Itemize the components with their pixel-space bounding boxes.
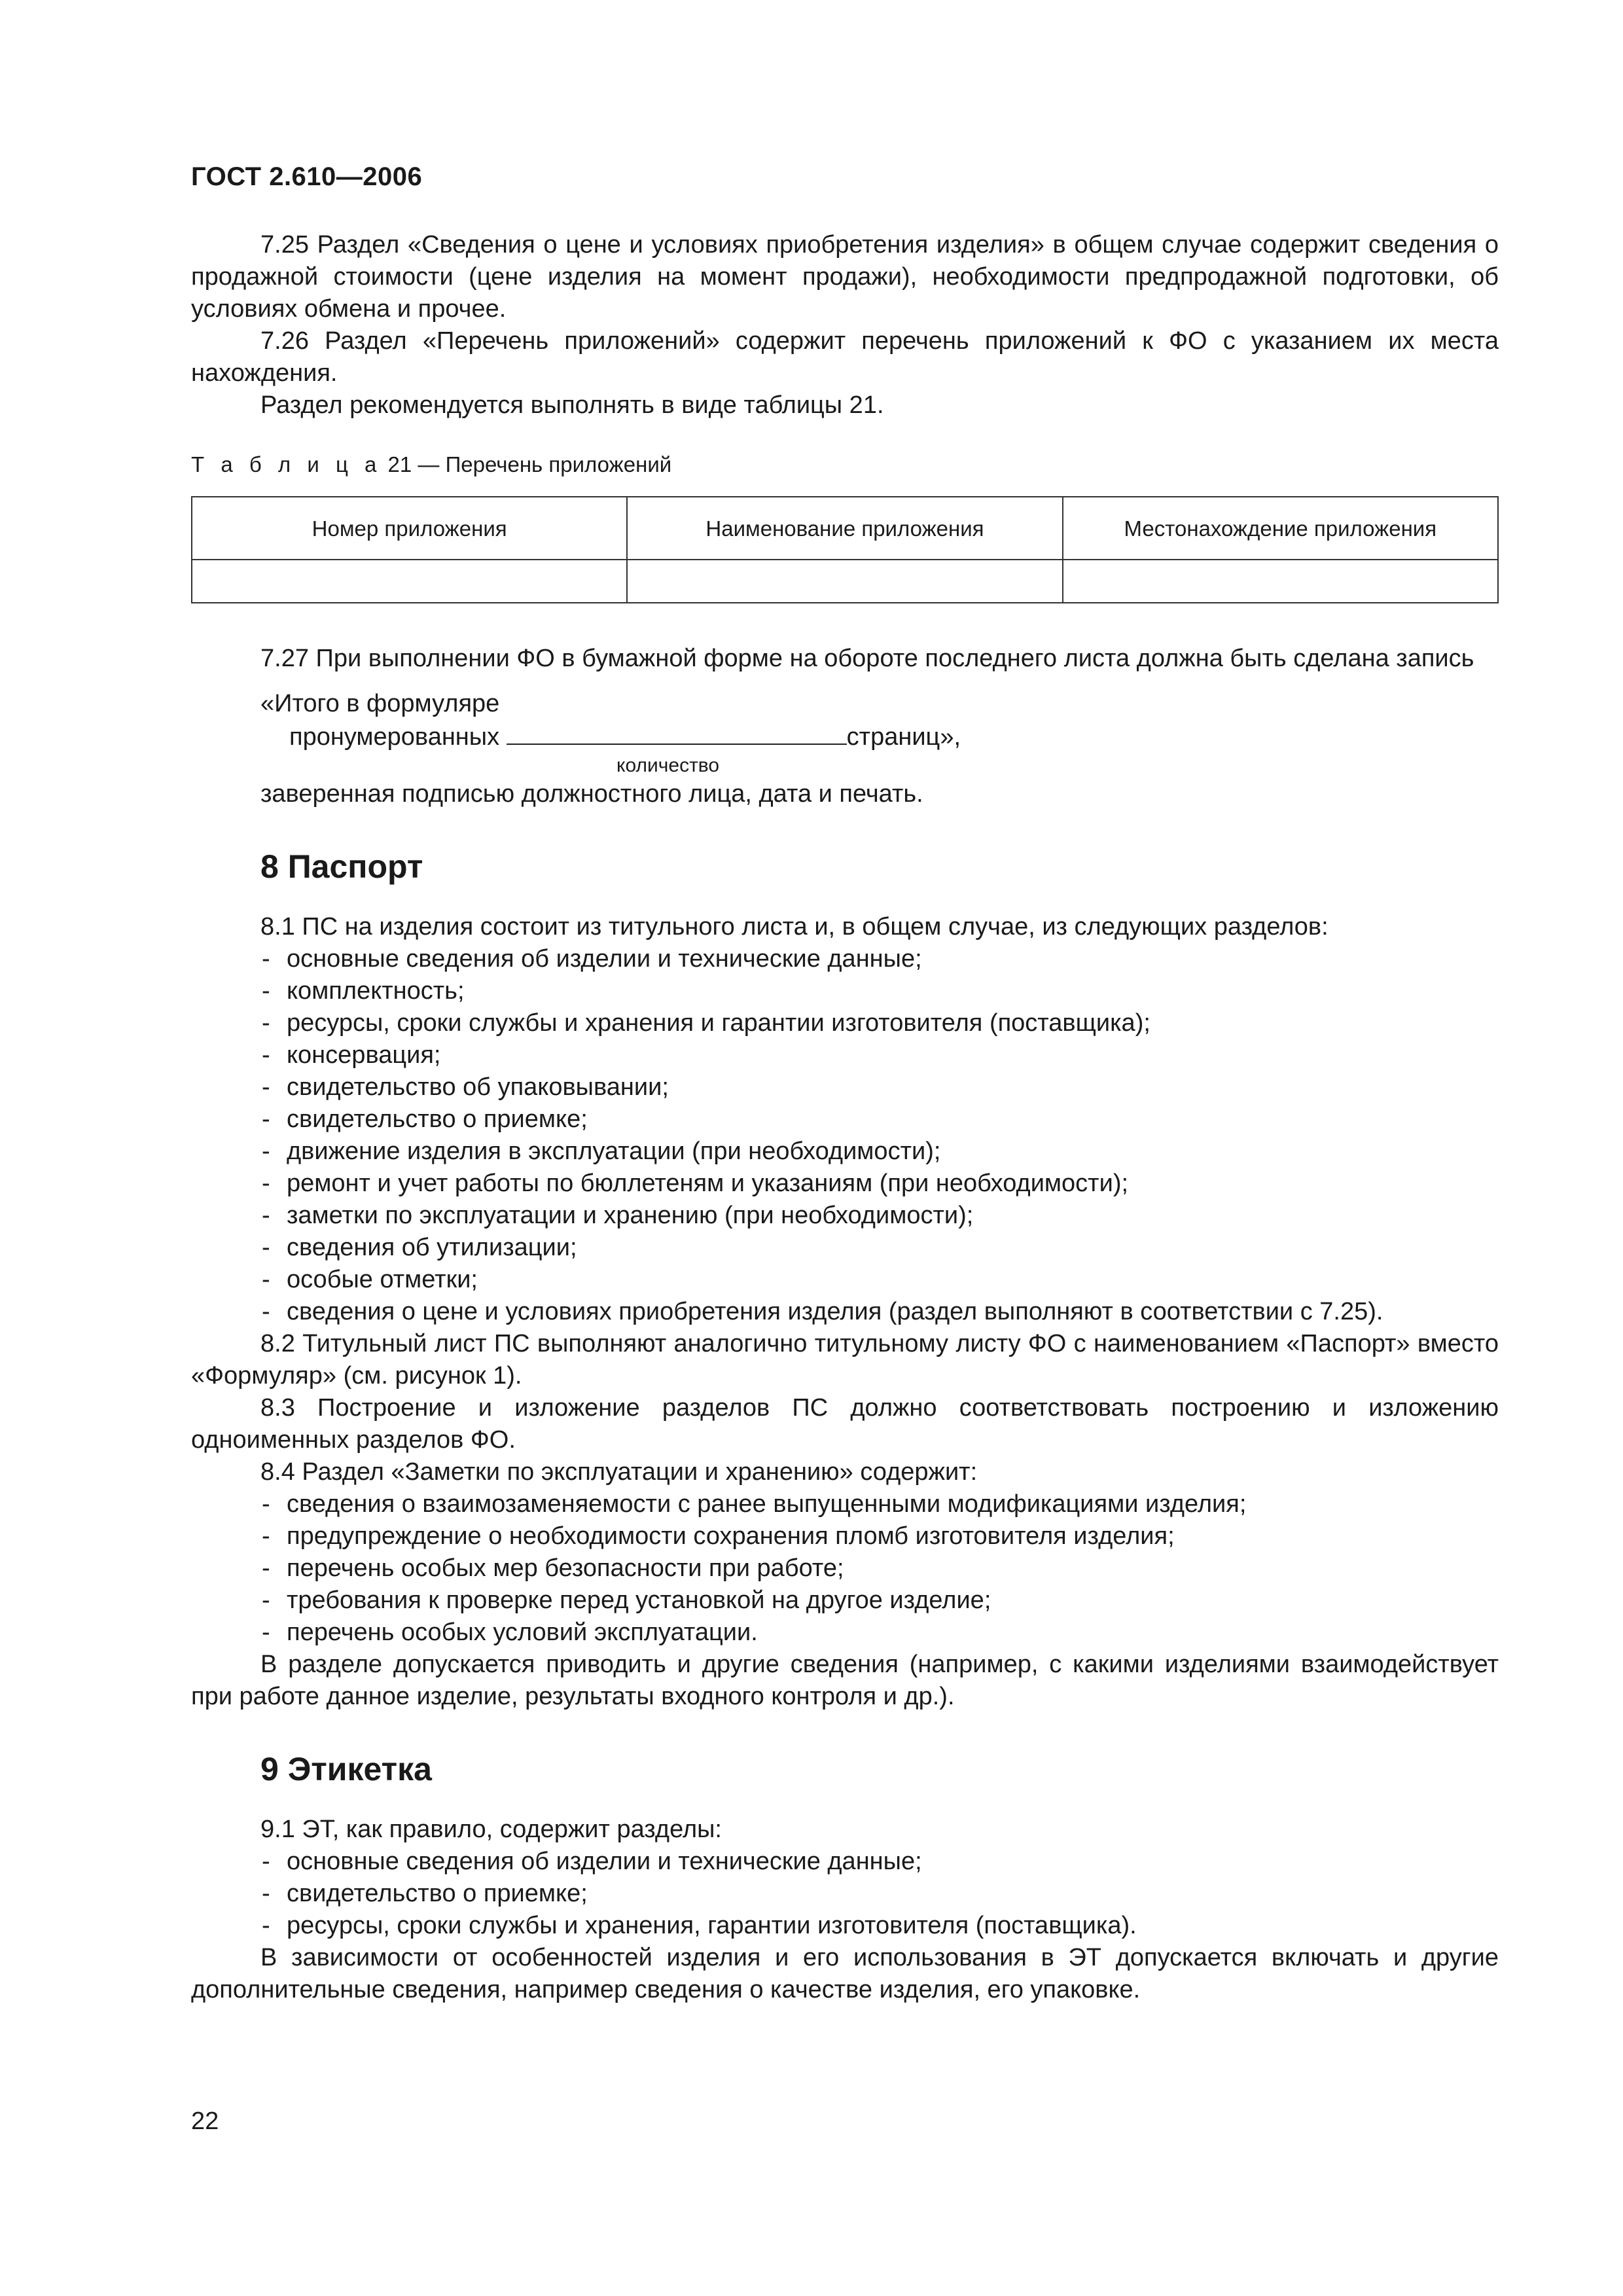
table-cell	[1063, 560, 1498, 603]
list-item: - свидетельство об упаковывании;	[191, 1071, 1499, 1103]
list-item: - основные сведения об изделии и технические данные;	[191, 943, 1499, 975]
list-item: - сведения об утилизации;	[191, 1232, 1499, 1264]
clause-8-4: 8.4 Раздел «Заметки по эксплуатации и хранению» содержит:	[260, 1458, 978, 1486]
list-item: - сведения о взаимозаменяемости с ранее выпущенными модификациями изделия;	[191, 1488, 1499, 1520]
section-8-list	[191, 943, 1499, 1328]
table-caption-title: 21 — Перечень приложений	[382, 452, 672, 476]
clause-7-25: 7.25 Раздел «Сведения о цене и условиях приобретения изделия» в общем случае содержит сведения о продажной стоимости (цене изделия на момент продажи), необходимости предпродажной подготовки, об условиях обмена и прочее.	[191, 231, 1499, 323]
section-8-4-list	[191, 1488, 1499, 1649]
list-item: - заметки по эксплуатации и хранению (при необходимости);	[191, 1200, 1499, 1232]
record-line-2-end: страниц»,	[846, 723, 961, 751]
list-item: - предупреждение о необходимости сохранения пломб изготовителя изделия;	[191, 1520, 1499, 1552]
clause-7-26: 7.26 Раздел «Перечень приложений» содержит перечень приложений к ФО с указанием их места нахождения.	[191, 327, 1499, 387]
record-template	[191, 688, 1499, 778]
list-item: - ремонт и учет работы по бюллетеням и указаниям (при необходимости);	[191, 1168, 1499, 1200]
table-cell	[627, 560, 1062, 603]
record-line-2-start: пронумерованных	[289, 723, 507, 751]
record-line-1: «Итого в формуляре	[260, 690, 500, 717]
document-code: ГОСТ 2.610—2006	[191, 162, 423, 191]
clause-8-3: 8.3 Построение и изложение разделов ПС должно соответствовать построению и изложению одноименных разделов ФО.	[191, 1394, 1499, 1454]
section-9-heading: 9 Этикетка	[260, 1751, 432, 1787]
clause-7-26-note: Раздел рекомендуется выполнять в виде таблицы 21.	[260, 391, 884, 419]
list-item: - движение изделия в эксплуатации (при необходимости);	[191, 1136, 1499, 1168]
table-header-row	[192, 497, 1498, 560]
appendix-table	[191, 496, 1499, 603]
table-caption-prefix: Т а б л и ц а	[191, 452, 382, 476]
section-9-note: В зависимости от особенностей изделия и его использования в ЭТ допускается включать и другие дополнительные сведения, например сведения о качестве изделия, его упаковке.	[191, 1944, 1499, 2003]
page-count-blank	[507, 720, 847, 745]
list-item: - комплектность;	[191, 975, 1499, 1007]
page-body	[191, 229, 1499, 2006]
list-item: - ресурсы, сроки службы и хранения, гарантии изготовителя (поставщика).	[191, 1910, 1499, 1942]
list-item: - перечень особых условий эксплуатации.	[191, 1617, 1499, 1649]
clause-7-27: 7.27 При выполнении ФО в бумажной форме на обороте последнего листа должна быть сделана запись	[260, 645, 1474, 672]
list-item: - основные сведения об изделии и технические данные;	[191, 1846, 1499, 1878]
blank-label: количество	[616, 755, 720, 776]
list-item: - особые отметки;	[191, 1264, 1499, 1296]
column-header: Наименование приложения	[627, 497, 1062, 560]
list-item: - свидетельство о приемке;	[191, 1103, 1499, 1136]
list-item: - требования к проверке перед установкой на другое изделие;	[191, 1585, 1499, 1617]
clause-8-4-note: В разделе допускается приводить и другие сведения (например, с какими изделиями взаимодействует при работе данное изделие, результаты входного контроля и др.).	[191, 1651, 1499, 1710]
list-item: - свидетельство о приемке;	[191, 1878, 1499, 1910]
clause-8-1: 8.1 ПС на изделия состоит из титульного листа и, в общем случае, из следующих разделов:	[260, 913, 1329, 941]
clause-9-1: 9.1 ЭТ, как правило, содержит разделы:	[260, 1816, 722, 1843]
record-line-2	[191, 720, 1499, 753]
page-number: 22	[191, 2108, 219, 2135]
table-row	[192, 560, 1498, 603]
list-item: - ресурсы, сроки службы и хранения и гарантии изготовителя (поставщика);	[191, 1007, 1499, 1039]
section-8-heading: 8 Паспорт	[260, 848, 423, 885]
table-caption	[191, 452, 1499, 478]
section-9-list	[191, 1846, 1499, 1942]
list-item: - консервация;	[191, 1039, 1499, 1071]
list-item: - сведения о цене и условиях приобретения изделия (раздел выполняют в соответствии с 7.25).	[191, 1296, 1499, 1328]
column-header: Местонахождение приложения	[1063, 497, 1498, 560]
clause-8-2: 8.2 Титульный лист ПС выполняют аналогично титульному листу ФО с наименованием «Паспорт» вместо «Формуляр» (см. рисунок 1).	[191, 1330, 1499, 1390]
table-cell	[192, 560, 627, 603]
column-header: Номер приложения	[192, 497, 627, 560]
list-item: - перечень особых мер безопасности при работе;	[191, 1552, 1499, 1585]
record-after-text: заверенная подписью должностного лица, дата и печать.	[260, 780, 923, 808]
